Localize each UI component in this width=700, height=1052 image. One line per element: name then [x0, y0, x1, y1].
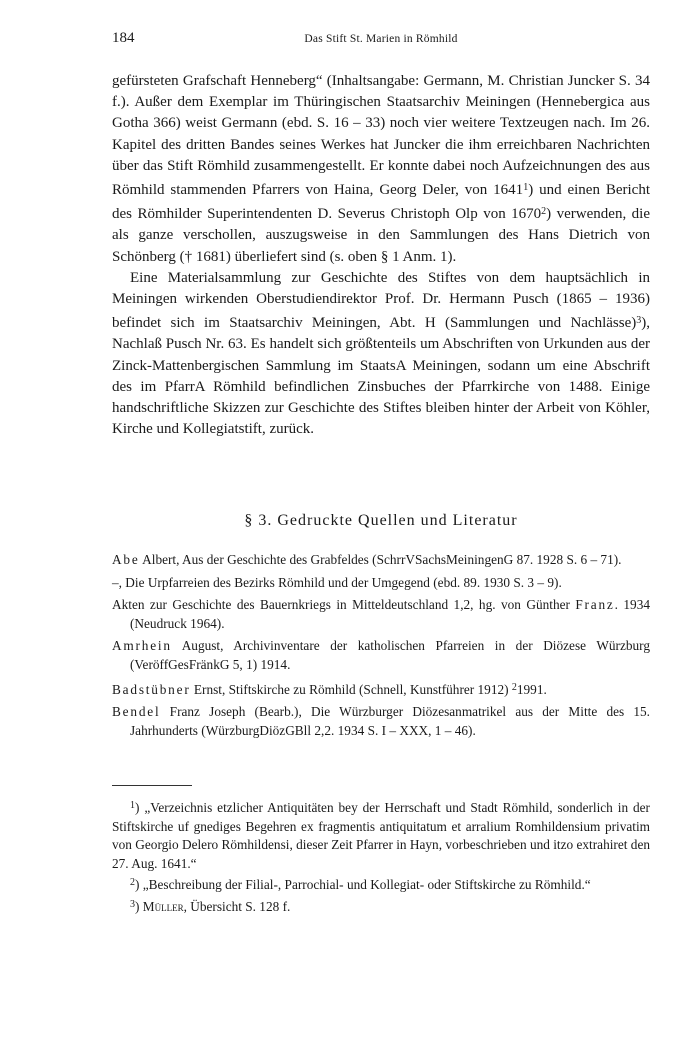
author-name: Abe: [112, 552, 140, 567]
paragraph-text: ), Nachlaß Pusch Nr. 63. Es handelt sich größtenteils um Abschriften von Urkunden aus der Zinck-Mattenbergischen Sammlung im StaatsA Meiningen, sodann um eine Abschrift des im PfarrA Römhild befindlichen Zinsbuches der Pfarrkirche von 1488. Einige handschriftliche Skizzen zur Geschichte des Stiftes bleiben hinter der Arbeit von Köhler, Kirche und Kollegiatstift, zurück.: [112, 315, 650, 438]
bibliography-entry: [112, 574, 650, 593]
footnote-reference: 2: [541, 206, 547, 218]
bibliography-entry: [112, 637, 650, 674]
page-number: 184: [112, 30, 135, 46]
entry-text: Akten zur Geschichte des Bauernkriegs in Mitteldeutschland 1,2, hg. von Günther: [112, 597, 576, 613]
page-header: [112, 30, 650, 54]
entry-text: 1991.: [516, 681, 547, 697]
footnote-number: 2: [130, 877, 135, 889]
entry-text: Albert, Aus der Geschichte des Grabfeldes (SchrrVSachsMeiningenG 87. 1928 S. 6 – 71).: [139, 552, 622, 567]
footnotes: [112, 797, 650, 918]
entry-text: Franz Joseph (Bearb.), Die Würzburger Diözesanmatrikel aus der Mitte des 15. Jahrhunderts (WürzburgDiözGBll 2,2. 1934 S. I – XXX, 1 – 46).: [130, 704, 650, 738]
footnote-text: ) „Verzeichnis etzlicher Antiquitäten bey der Herrschaft und Stadt Römhild, sonderlich in der Stiftskirche uf gnediges Begehren ex fragmentis antiquitatum et arralium Romhildensium privatim von Georgio Delero Römhildensi, dieser Zeit Pfarrer in Hayn, vorbeschrieben und itzo extrahiret den 27. Aug. 1641.“: [112, 800, 650, 871]
paragraph: [112, 268, 650, 441]
bibliography-entry: [112, 679, 650, 700]
footnote-number: 3: [130, 898, 135, 910]
footnote: [112, 797, 650, 873]
author-name: Bendel: [112, 704, 161, 720]
bibliography-entry: [112, 703, 650, 740]
paragraph: [112, 71, 650, 268]
author-name: Amrhein: [112, 638, 172, 654]
section-heading: § 3. Gedruckte Quellen und Literatur: [244, 512, 518, 529]
footnote-reference: 1: [523, 182, 529, 194]
edition-superscript: 2: [511, 681, 517, 693]
paragraph-text: Eine Materialsammlung zur Geschichte des Stiftes von dem hauptsächlich in Meiningen wirkenden Oberstudiendirektor Prof. Dr. Hermann Pusch (1865 – 1936) befindet sich im Staatsarchiv Meiningen, Abt. H (Sammlungen und Nachlässe): [112, 269, 650, 332]
footnote-text: , Übersicht S. 128 f.: [183, 898, 291, 914]
paragraph-text: ) verwenden, die als ganze verschollen, auszugsweise in den Sammlungen des Hans Dietrich von Schönberg († 1681) überliefert sind (s. oben § 1 Anm. 1).: [112, 206, 650, 265]
bibliography-entry: [112, 596, 650, 633]
entry-text: . 1934 (Neudruck 1964).: [130, 597, 650, 631]
author-name: Badstübner: [112, 681, 191, 697]
paragraph-text: gefürsteten Grafschaft Henneberg“ (Inhaltsangabe: Germann, M. Christian Juncker S. 34 f.). Außer dem Exemplar im Thüringischen Staatsarchiv Meiningen (Hennebergica aus Gotha 366) weist Germann (ebd. S. 16 – 33) noch vier weitere Textzeugen nach. Im 26. Kapitel des dritten Bandes seines Werkes hat Juncker die ihm erreichbaren Nachrichten über das Stift Römhild zusammengestellt. Er konnte dabei noch Aufzeichnungen des aus Römhild stammenden Pfarrers von Haina, Georg Deler, von 1641: [112, 73, 650, 199]
footnote: $^3$) Müller, Übersicht S. 128 f.: [130, 898, 291, 914]
footnote-number: 1: [130, 800, 135, 811]
footnote-reference: 3: [636, 315, 642, 327]
entry-text: Ernst, Stiftskirche zu Römhild (Schnell, Kunstführer 1912): [190, 681, 512, 697]
body-text: [112, 71, 650, 440]
author-name: Müller: [142, 898, 184, 914]
bibliography: [112, 551, 650, 744]
running-title: Das Stift St. Marien in Römhild: [304, 33, 458, 45]
entry-text: August, Archivinventare der katholischen Pfarreien in der Diözese Würzburg (VeröffGesFränkG 5, 1) 1914.: [130, 638, 650, 672]
editor-name: Franz: [575, 597, 615, 613]
footnote-text: ) „Beschreibung der Filial-, Parrochial- und Kollegiat- oder Stiftskirche zu Römhild.“: [135, 877, 591, 893]
footnote: [112, 874, 650, 895]
entry-text: –, Die Urpfarreien des Bezirks Römhild und der Umgegend (ebd. 89. 1930 S. 3 – 9).: [112, 574, 562, 590]
footnote-divider: [112, 785, 192, 786]
bibliography-entry: [112, 551, 650, 570]
paragraph-text: ) und einen Bericht des Römhilder Superintendenten D. Severus Christoph Olp von 1670: [112, 182, 650, 223]
